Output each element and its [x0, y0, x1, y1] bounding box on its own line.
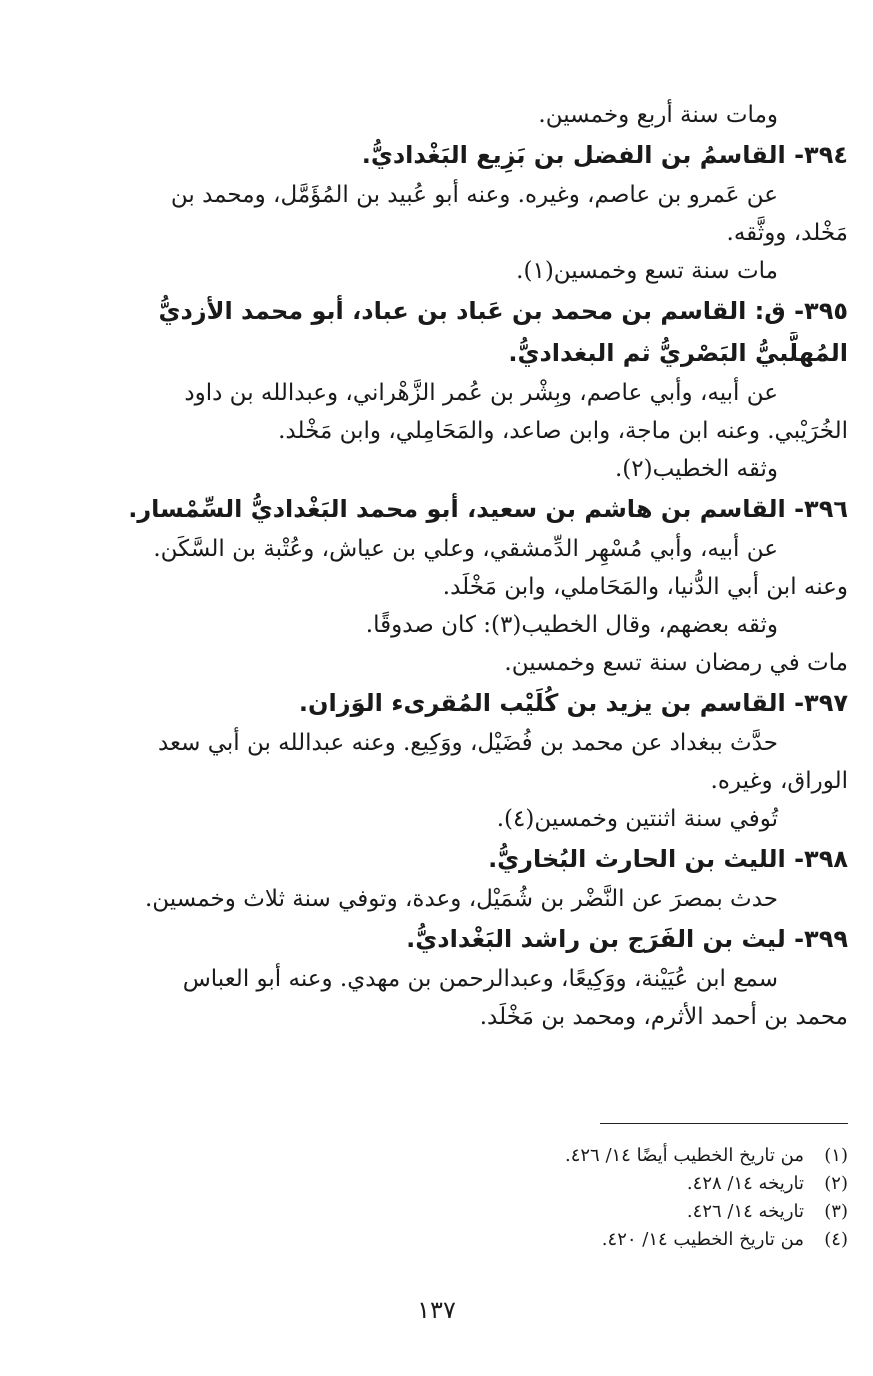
text-line: عن أبيه، وأبي عاصم، وبِشْر بن عُمر الزَّهْراني، وعبدالله بن داود [184, 380, 778, 406]
entry-heading: ٣٩٩- ليث بن الفَرَج بن راشد البَغْداديُّ. [406, 925, 848, 953]
text-line: مَخْلد، ووثَّقه. [726, 220, 848, 246]
footnote-number: (٤) [824, 1229, 848, 1250]
text-line: تُوفي سنة اثنتين وخمسين(٤). [496, 806, 778, 832]
footnote [100, 1170, 848, 1198]
footnote [100, 1198, 848, 1226]
text-line: وعنه ابن أبي الدُّنيا، والمَحَاملي، وابن مَخْلَد. [442, 574, 848, 600]
footnote-text: تاريخه ١٤/ ٤٢٨. [686, 1173, 804, 1194]
text-line: وثقه الخطيب(٢). [614, 456, 778, 482]
text-line: مات في رمضان سنة تسع وخمسين. [504, 650, 848, 676]
text-line: محمد بن أحمد الأثرم، ومحمد بن مَخْلَد. [479, 1004, 848, 1030]
text-line: سمع ابن عُيَيْنة، ووَكِيعًا، وعبدالرحمن بن مهدي. وعنه أبو العباس [182, 966, 778, 992]
main-text [100, 96, 848, 1036]
text-line: حدَّث ببغداد عن محمد بن فُضَيْل، ووَكِيع. وعنه عبدالله بن أبي سعد [157, 730, 778, 756]
text-line: عن أبيه، وأبي مُسْهِر الدِّمشقي، وعلي بن عياش، وعُتْبة بن السَّكَن. [153, 536, 778, 562]
footnote [100, 1142, 848, 1170]
entry-heading: ٣٩٤- القاسمُ بن الفضل بن بَزِيع البَغْداديُّ. [361, 141, 848, 169]
text-line: عن عَمرو بن عاصم، وغيره. وعنه أبو عُبيد بن المُؤَمَّل، ومحمد بن [170, 182, 778, 208]
text-line: ومات سنة أربع وخمسين. [538, 102, 778, 128]
footnote-divider [600, 1123, 848, 1124]
text-line: مات سنة تسع وخمسين(١). [516, 258, 778, 284]
entry-heading: ٣٩٥- ق: القاسم بن محمد بن عَباد بن عباد، أبو محمد الأزديُّ [158, 297, 848, 325]
text-line: وثقه بعضهم، وقال الخطيب(٣): كان صدوقًا. [365, 612, 778, 638]
footnote-number: (٣) [824, 1201, 848, 1222]
entry-heading: ٣٩٧- القاسم بن يزيد بن كُلَيْب المُقرىء الوَزان. [298, 689, 848, 717]
text-line: الخُرَيْبي. وعنه ابن ماجة، وابن صاعد، والمَحَامِلي، وابن مَخْلد. [278, 418, 848, 444]
text-line: حدث بمصرَ عن النَّضْر بن شُمَيْل، وعدة، وتوفي سنة ثلاث وخمسين. [144, 886, 778, 912]
footnote [100, 1226, 848, 1254]
entry-heading: ٣٩٦- القاسم بن هاشم بن سعيد، أبو محمد البَغْداديُّ السِّمْسار. [128, 495, 848, 523]
entry-heading: ٣٩٨- الليث بن الحارث البُخاريُّ. [488, 845, 848, 873]
footnote-number: (٢) [824, 1173, 848, 1194]
footnote-text: من تاريخ الخطيب ١٤/ ٤٢٠. [601, 1229, 804, 1250]
footnote-number: (١) [824, 1145, 848, 1166]
text-line: الوراق، وغيره. [710, 768, 848, 794]
footnote-text: من تاريخ الخطيب أيضًا ١٤/ ٤٢٦. [564, 1145, 804, 1166]
page-number: ١٣٧ [417, 1296, 456, 1324]
footnote-text: تاريخه ١٤/ ٤٢٦. [686, 1201, 804, 1222]
entry-heading: المُهلَّبيُّ البَصْريُّ ثم البغداديُّ. [508, 339, 848, 367]
